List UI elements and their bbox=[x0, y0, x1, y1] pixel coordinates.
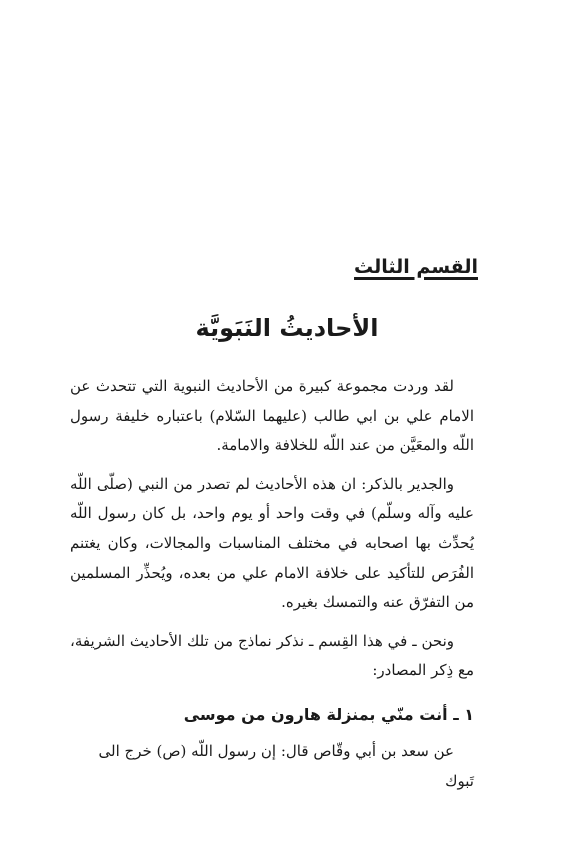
body-text bbox=[70, 372, 474, 695]
hadith-opening-line: عن سعد بن أبي وقّاص قال: إن رسول اللّه (ص) خرج الى تَبوك bbox=[98, 742, 474, 790]
section-label: القسم الثالث bbox=[354, 256, 478, 278]
paragraph-scope: ونحن ـ في هذا القِسم ـ نذكر نماذج من تلك الأحاديث الشريفة، مع ذِكر المصادر: bbox=[70, 631, 474, 680]
paragraph-note: والجدير بالذكر: ان هذه الأحاديث لم تصدر من النبي (صلّى اللّه عليه وآله وسلّم) في وقت واحد أو يوم واحد، بل كان رسول اللّه يُحدِّث بها اصحابه في مختلف المناسبات والمجالات، وكان يغتنم الفُرَص للتأكيد على خلافة الامام علي من بعده، ويُحذِّر المسلمين من التفرّق عنه والتمسك بغيره. bbox=[70, 474, 474, 612]
paragraph-intro: لقد وردت مجموعة كبيرة من الأحاديث النبوية التي تتحدث عن الامام علي بن ابي طالب (عليهما السّلام) باعتباره خليفة رسول اللّه والمعَيَّن من عند اللّه للخلافة والامامة. bbox=[70, 377, 474, 455]
hadith-subheading: ١ ـ أنت منّي بمنزلة هارون من موسى bbox=[183, 705, 474, 724]
chapter-title: الأحاديثُ النَبَويَّة bbox=[195, 314, 379, 342]
